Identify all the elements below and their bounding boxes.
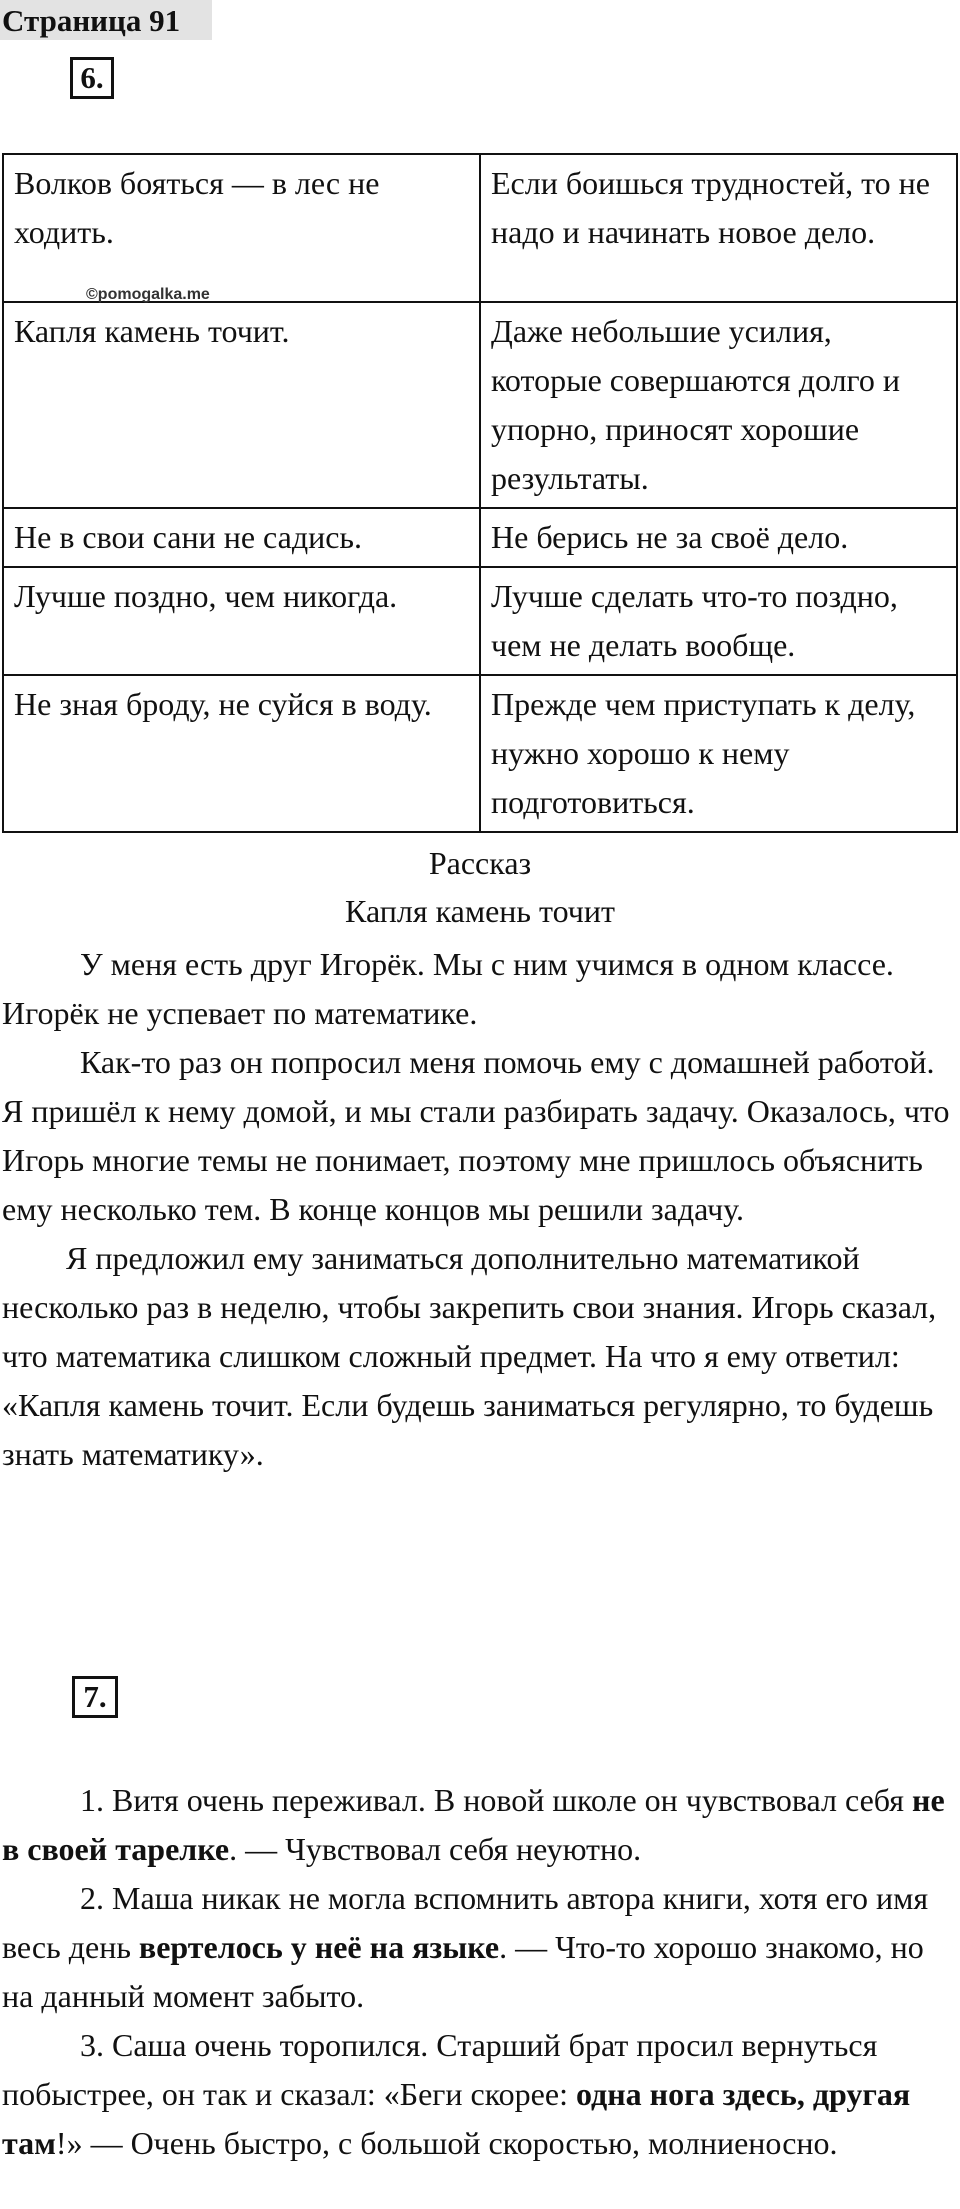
list-item: 1. Витя очень переживал. В новой школе он чувствовал себя не в своей тарелке. — Чувствовал себя неуютно.	[2, 1782, 945, 1867]
story-title: Капля камень точит	[345, 893, 615, 929]
meaning-cell: Если боишься трудностей, то не надо и начинать новое дело.	[480, 154, 957, 302]
table-row	[3, 508, 957, 567]
proverb-cell: Капля камень точит.	[3, 302, 480, 508]
meaning-cell: Прежде чем приступать к делу, нужно хорошо к нему подготовиться.	[480, 675, 957, 832]
list-item: 3. Саша очень торопился. Старший брат просил вернуться побыстрее, он так и сказал: «Беги скорее: одна нога здесь, другая там!» — Очень быстро, с большой скоростью, молниеносно.	[2, 2027, 911, 2161]
story-text	[2, 940, 958, 1479]
story-paragraph: У меня есть друг Игорёк. Мы с ним учимся в одном классе. Игорёк не успевает по математике.	[2, 946, 894, 1031]
table-row	[3, 154, 957, 302]
watermark: ©pomogalka.me	[86, 286, 210, 303]
page-header: Страница 91	[0, 0, 212, 40]
proverbs-table	[2, 153, 958, 833]
story-label: Рассказ	[428, 845, 532, 881]
story-paragraph: Я предложил ему заниматься дополнительно математикой несколько раз в неделю, чтобы закрепить свои знания. Игорь сказал, что математика слишком сложный предмет. На что я ему ответил: «Капля камень точит. Если будешь заниматься регулярно, то будешь знать математику».	[2, 1240, 937, 1472]
proverb-cell: Лучше поздно, чем никогда.	[3, 567, 480, 675]
table-row	[3, 675, 957, 832]
list-item: 2. Маша никак не могла вспомнить автора книги, хотя его имя весь день вертелось у неё на языке. — Что-то хорошо знакомо, но на данный момент забыто.	[2, 1880, 929, 2014]
task-7-number: 7.	[72, 1676, 118, 1718]
idiom-phrase: одна нога здесь, другая там	[2, 2076, 911, 2161]
story-paragraph: Как-то раз он попросил меня помочь ему с домашней работой. Я пришёл к нему домой, и мы стали разбирать задачу. Оказалось, что Игорь многие темы не понимает, поэтому мне пришлось объяснить ему несколько тем. В конце концов мы решили задачу.	[2, 1044, 950, 1227]
meaning-cell: Лучше сделать что-то поздно, чем не делать вообще.	[480, 567, 957, 675]
table-row	[3, 302, 957, 508]
table-row	[3, 567, 957, 675]
meaning-cell: Не берись не за своё дело.	[480, 508, 957, 567]
meaning-cell: Даже небольшие усилия, которые совершаются долго и упорно, приносят хорошие результаты.	[480, 302, 957, 508]
proverb-cell: Волков бояться — в лес не ходить.	[3, 154, 480, 302]
task-6-number: 6.	[70, 57, 114, 99]
idiom-phrase: вертелось у неё на языке	[138, 1929, 500, 1965]
proverb-cell: Не зная броду, не суйся в воду.	[3, 675, 480, 832]
idiom-phrase: не в своей тарелке	[2, 1782, 945, 1867]
proverb-cell: Не в свои сани не садись.	[3, 508, 480, 567]
idioms-list	[2, 1776, 958, 2168]
